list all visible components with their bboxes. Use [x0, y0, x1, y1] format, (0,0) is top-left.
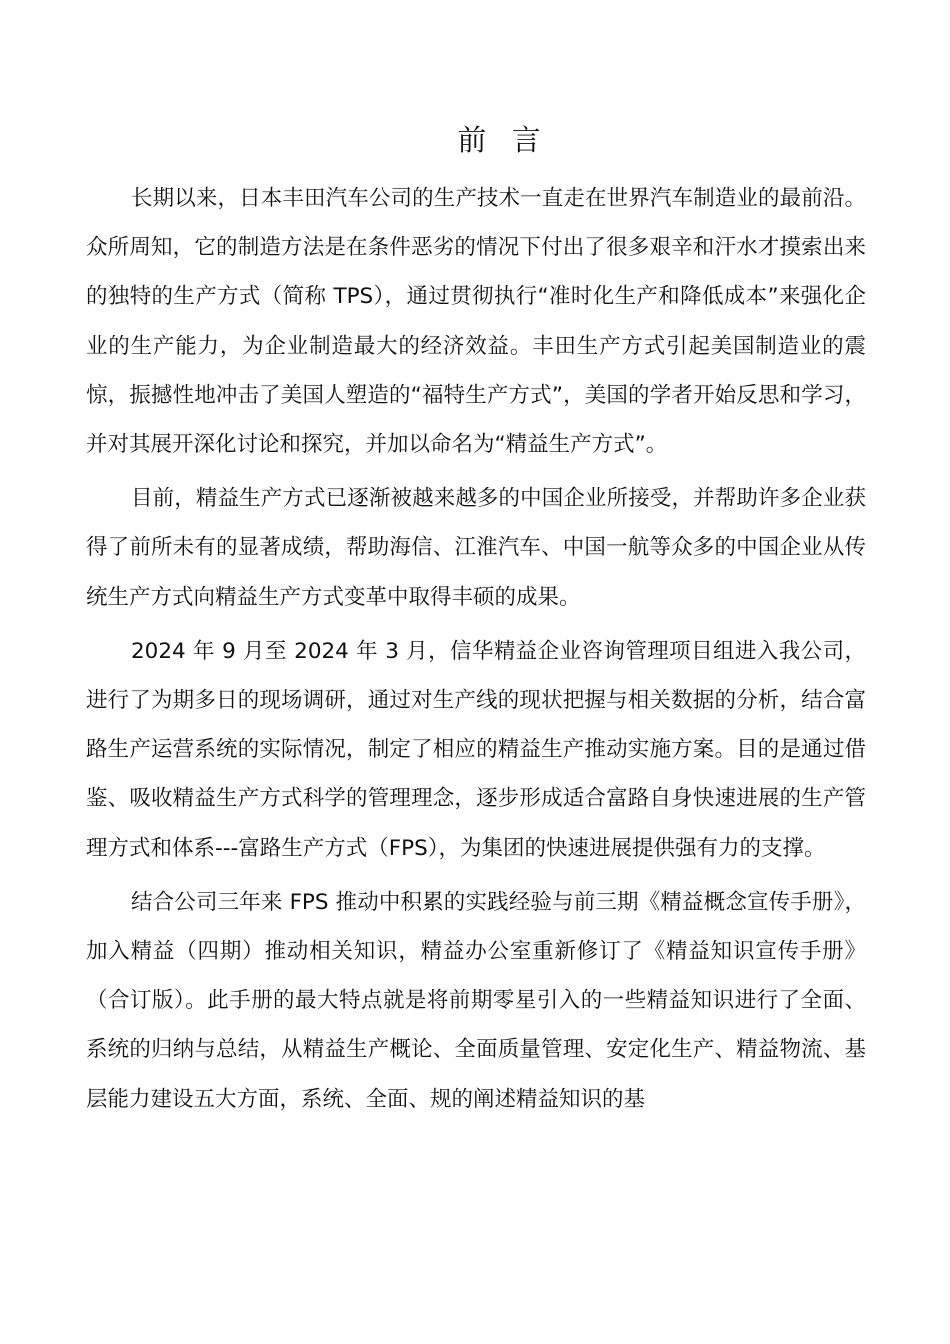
- document-body: [86, 174, 866, 1129]
- paragraph-4: 结合公司三年来 FPS 推动中积累的实践经验与前三期《精益概念宣传手册》，加入精益（四期）推动相关知识，精益办公室重新修订了《精益知识宣传手册》（合订版）。此手册的最大特点就是将前期零星引入的一些精益知识进行了全面、系统的归纳与总结，从精益生产概论、全面质量管理、安定化生产、精益物流、基层能力建设五大方面，系统、全面、规的阐述精益知识的基: [86, 889, 866, 1112]
- paragraph-3: 2024 年 9 月至 2024 年 3 月，信华精益企业咨询管理项目组进入我公司，进行了为期多日的现场调研，通过对生产线的现状把握与相关数据的分析，结合富路生产运营系统的实际情况，制定了相应的精益生产推动实施方案。目的是通过借鉴、吸收精益生产方式科学的管理理念，逐步形成适合富路自身快速进展的生产管理方式和体系---富路生产方式（FPS），为集团的快速进展提供强有力的支撑。: [86, 638, 866, 861]
- paragraph-1: 长期以来，日本丰田汽车公司的生产技术一直走在世界汽车制造业的最前沿。众所周知，它的制造方法是在条件恶劣的情况下付出了很多艰辛和汗水才摸索出来的独特的生产方式（简称 TPS），通过贯彻执行“准时化生产和降低成本”来强化企业的生产能力，为企业制造最大的经济效益。丰田生产方式引起美国制造业的震惊，振撼性地冲击了美国人塑造的“福特生产方式”，美国的学者开始反思和学习，并对其展开深化讨论和探究，并加以命名为“精益生产方式”。: [86, 186, 866, 458]
- paragraph-2: 目前，精益生产方式已逐渐被越来越多的中国企业所接受，并帮助许多企业获得了前所未有的显著成绩，帮助海信、江淮汽车、中国一航等众多的中国企业从传统生产方式向精益生产方式变革中取得丰硕的成果。: [86, 486, 866, 610]
- page-title: 前 言: [457, 123, 549, 157]
